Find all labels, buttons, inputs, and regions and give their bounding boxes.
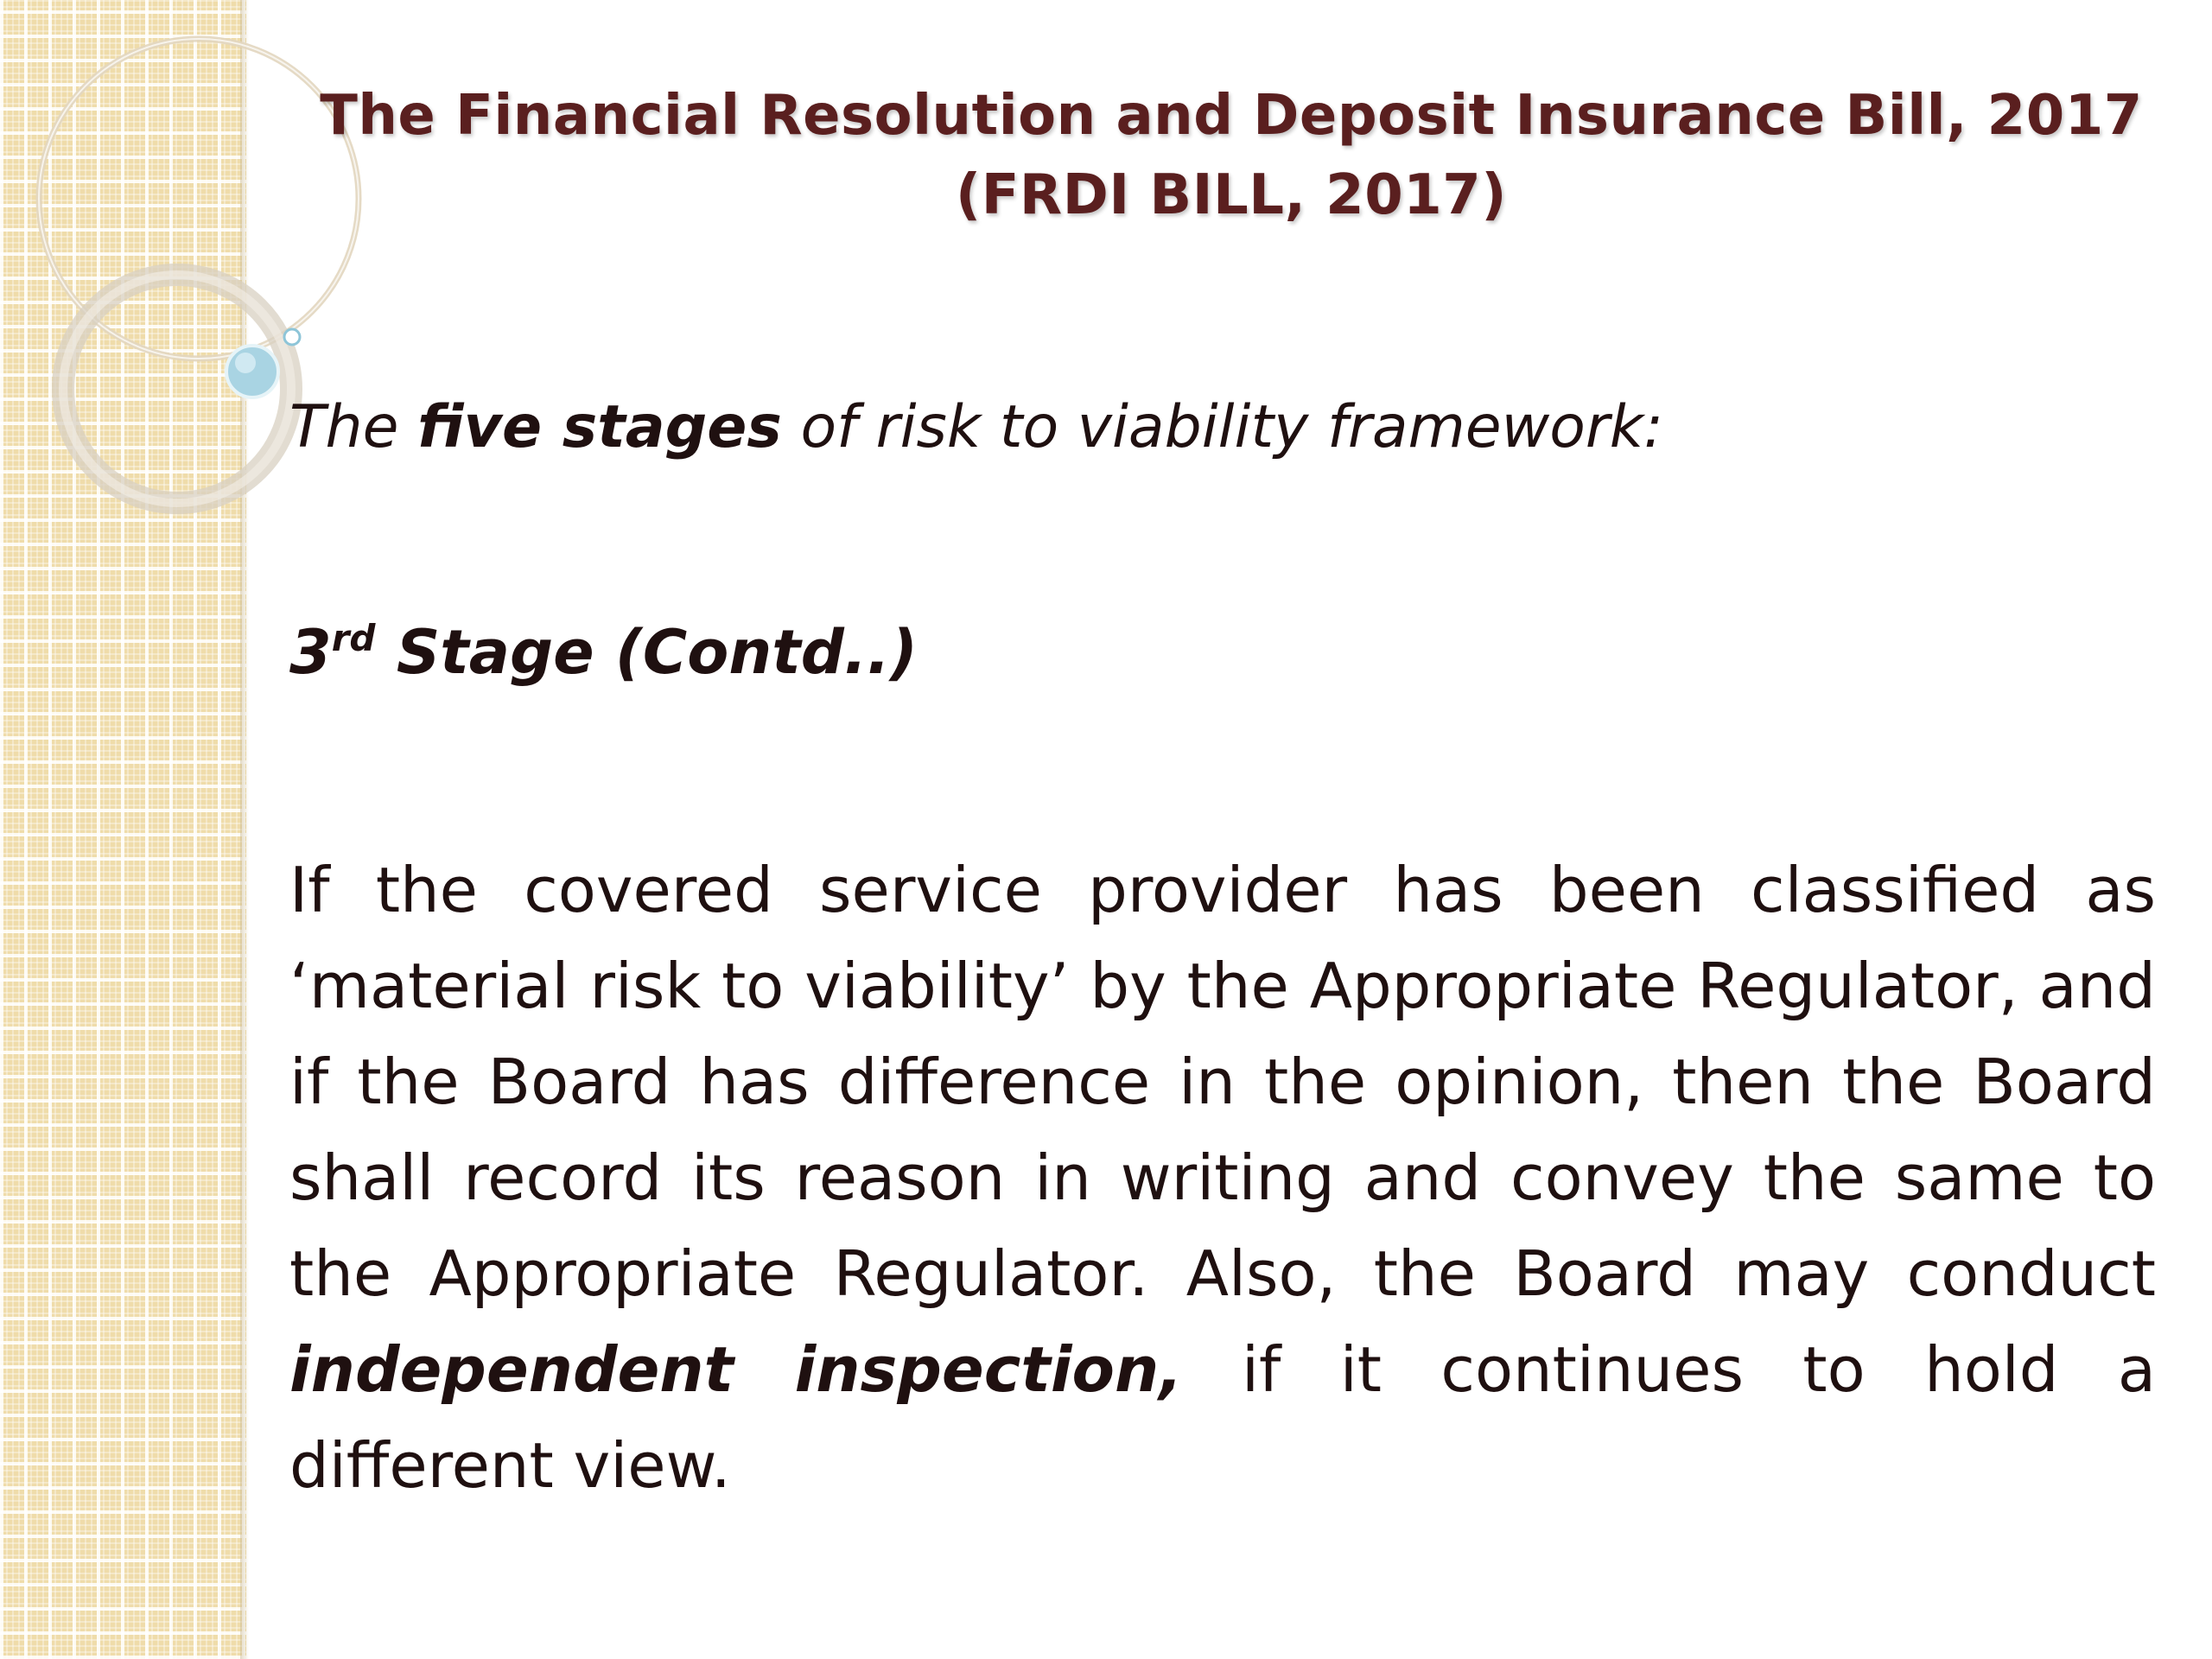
- title-line-2: (FRDI BILL, 2017): [955, 163, 1508, 227]
- framework-suffix: of risk to viability framework:: [781, 393, 1664, 461]
- title-line-1: The Financial Resolution and Deposit Insurance Bill, 2017: [320, 84, 2143, 148]
- body-paragraph: [289, 842, 2156, 1514]
- decorative-rings: [0, 0, 363, 605]
- bullet-dot-large: [226, 346, 278, 397]
- framework-heading: [289, 389, 2156, 467]
- slide-title: [311, 76, 2152, 235]
- stage-number: 3: [289, 617, 332, 688]
- framework-emphasis: five stages: [417, 393, 782, 461]
- body-text-part1: If the covered service provider has been classified as ‘material risk to viability’ by the Appropriate Regulator, and if the Board has difference in the opinion, then the Board shall record its reason in writing and convey the same to the Appropriate Regulator. Also, the Board may conduct: [289, 854, 2156, 1310]
- body-emphasis: independent inspection,: [289, 1333, 1183, 1406]
- bullet-dot-small: [284, 329, 300, 345]
- stage-ordinal: rd: [331, 617, 376, 659]
- framework-prefix: The: [289, 393, 418, 461]
- stage-label: Stage (Contd..): [375, 617, 918, 688]
- body-text-part2: if it continues to hold a different view.: [289, 1333, 2156, 1502]
- stage-heading: [289, 613, 2156, 691]
